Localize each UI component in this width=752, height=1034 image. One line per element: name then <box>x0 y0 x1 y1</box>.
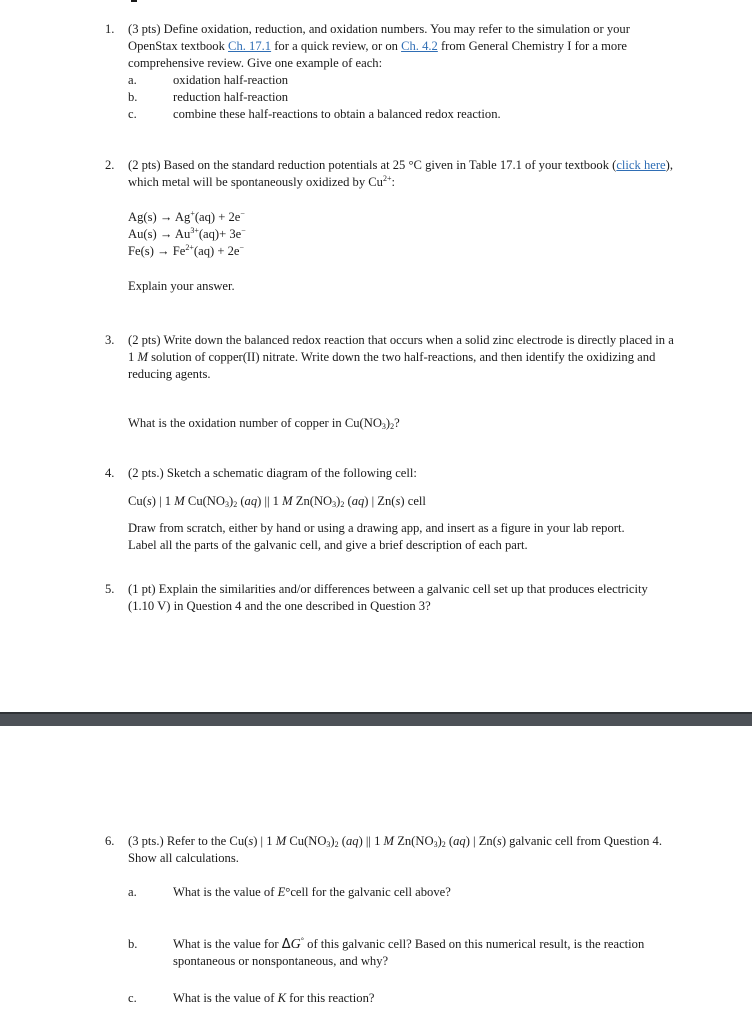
question-3 <box>105 332 675 383</box>
question-6b <box>105 936 675 970</box>
link-ch-4-2[interactable]: Ch. 4.2 <box>401 39 438 53</box>
question-text: (2 pts) Based on the standard reduction potentials at 25 °C given in Table 17.1 of your textbook (click here), which metal will be spontaneously oxidized by $Cu^{2+}$: <box>128 158 673 189</box>
question-text: (3 pts.) Refer to the Cu(s) | 1 M $Cu(NO_3)_2$ (aq) || 1 M $Zn(NO_3)_2$ (aq) | Zn(s) galvanic cell from Question 4. Show all calculations. <box>128 834 662 865</box>
question-4 <box>105 465 675 482</box>
question-number: 4. <box>105 466 115 480</box>
oxidation-number-prompt: What is the oxidation number of copper in $Cu(NO_3)_2$? <box>128 416 400 431</box>
list-item: c. combine these half-reactions to obtain a balanced redox reaction. <box>128 107 501 121</box>
drawing-instructions: Draw from scratch, either by hand or using a drawing app, and insert as a figure in your lab report. Label all the parts of the galvanic cell, and give a brief description of each part. <box>128 521 625 552</box>
question-text: (1 pt) Explain the similarities and/or differences between a galvanic cell set up that produces electricity (1.10 V) in Question 4 and the one described in Question 3? <box>128 582 648 613</box>
link-click-here[interactable]: click here <box>616 158 666 172</box>
list-item: c. What is the value of K for this reaction? <box>128 991 375 1005</box>
question-number: 2. <box>105 158 115 172</box>
explain-prompt: Explain your answer. <box>128 279 235 293</box>
list-item: a. What is the value of E°cell for the galvanic cell above? <box>128 885 451 899</box>
question-text: (3 pts) Define oxidation, reduction, and oxidation numbers. You may refer to the simulation or your OpenStax textbook Ch. 17.1 for a quick review, or on Ch. 4.2 from General Chemistry I for a more comprehensive review. Give one example of each: <box>128 22 630 70</box>
top-crop-mark <box>131 0 137 2</box>
list-item: a. oxidation half-reaction <box>128 73 289 87</box>
link-ch-17-1[interactable]: Ch. 17.1 <box>228 39 272 53</box>
list-item: b. What is the value for ΔG° of this galvanic cell? Based on this numerical result, is the reaction spontaneous or nonspontaneous, and why? <box>128 936 645 968</box>
equation-au: $Au(s) \to Au^{3+}(aq)+ 3e^-$ <box>128 226 246 241</box>
list-item: b. reduction half-reaction <box>128 90 289 104</box>
question-number: 3. <box>105 333 115 347</box>
question-number: 5. <box>105 582 115 596</box>
equation-fe: $Fe(s) \to Fe^{2+}(aq) + 2e^-$ <box>128 243 244 258</box>
question-5 <box>105 581 675 615</box>
question-text: (2 pts.) Sketch a schematic diagram of the following cell: <box>128 466 417 480</box>
question-1 <box>105 21 675 123</box>
page-divider <box>0 712 752 726</box>
question-text: (2 pts) Write down the balanced redox reaction that occurs when a solid zinc electrode is directly placed in a 1 M solution of copper(II) nitrate. Write down the two half-reactions, and then identify the oxidizing and reducing agents. <box>128 333 674 381</box>
question-2 <box>105 157 675 191</box>
equation-ag: Ag(s) → Ag+(aq) + 2e− <box>128 209 245 224</box>
question-6 <box>105 833 675 867</box>
cell-notation: Cu(s) | 1 M $Cu(NO_3)_2$ (aq) || 1 M $Zn(NO_3)_2$ (aq) | Zn(s) cell <box>128 494 426 509</box>
question-6c <box>105 990 675 1007</box>
question-6a <box>105 884 675 901</box>
question-number: 1. <box>105 22 115 36</box>
question-number: 6. <box>105 834 115 848</box>
